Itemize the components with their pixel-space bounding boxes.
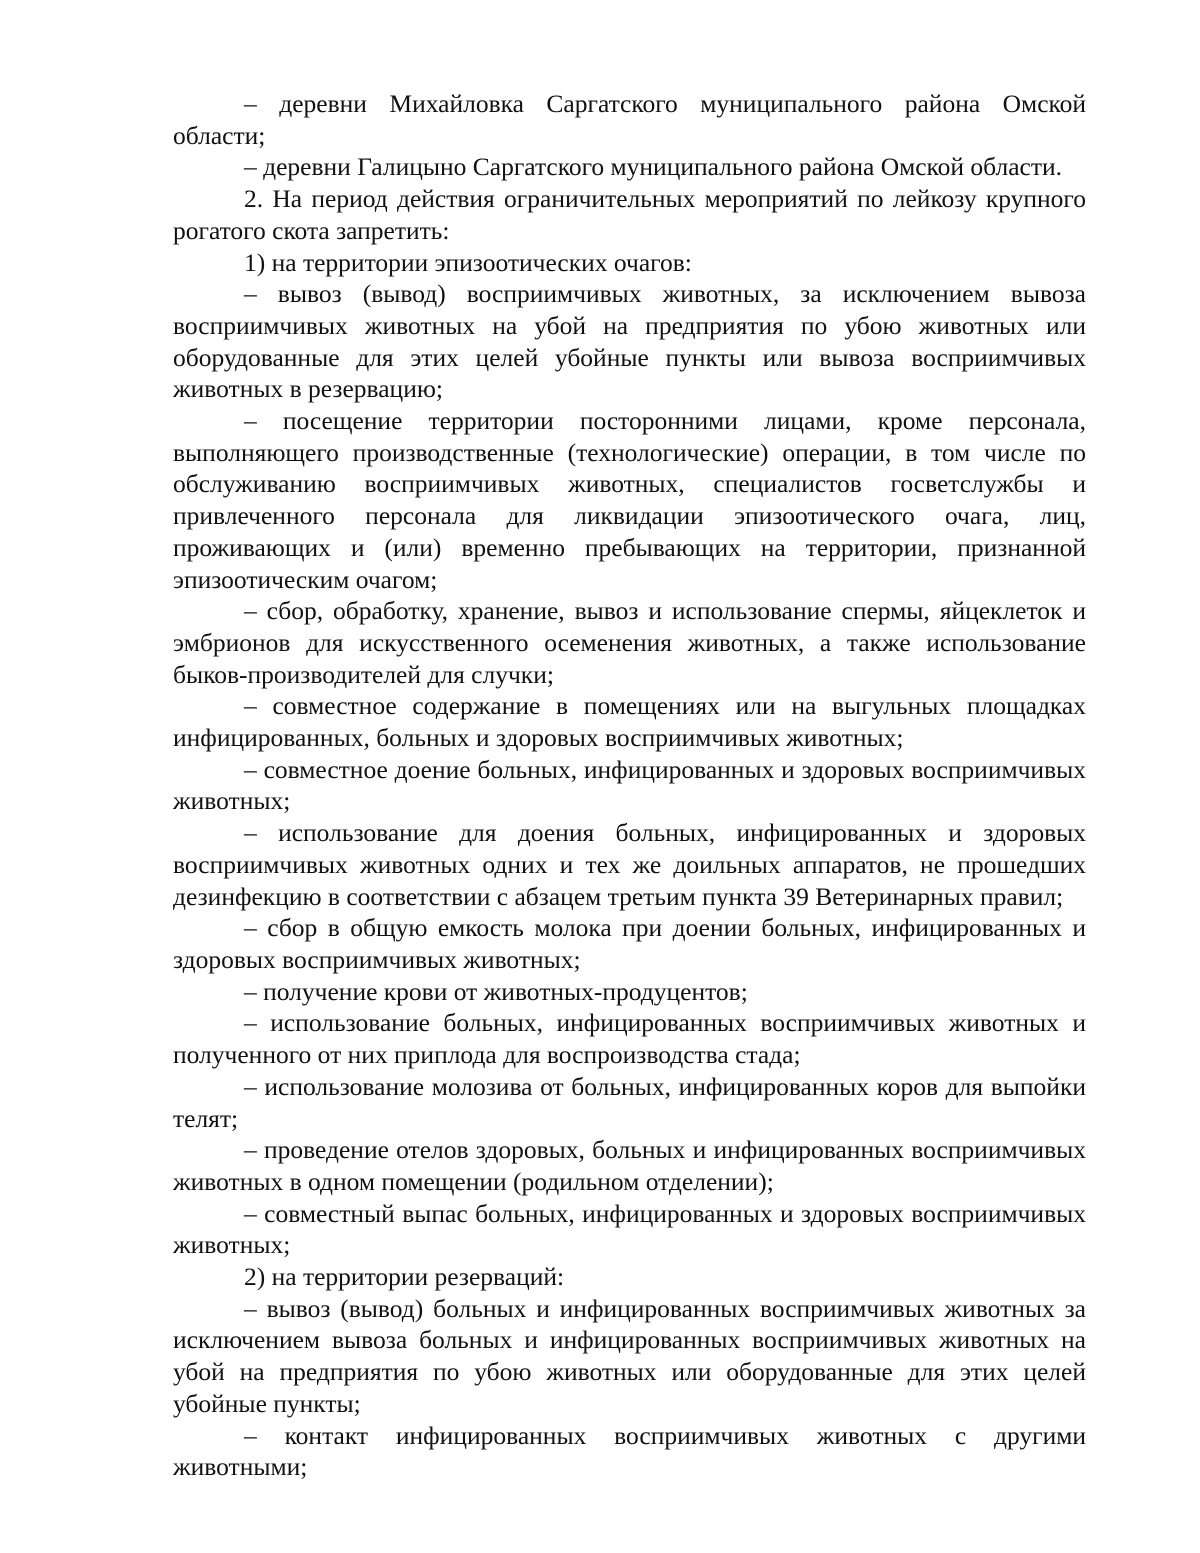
paragraph-sperm-collection: – сбор, обработку, хранение, вывоз и использование спермы, яйцеклеток и эмбрионов для искусственного осеменения животных, а также использование быков-производителей для случки; xyxy=(173,596,1086,689)
paragraph-colostrum: – использование молозива от больных, инфицированных коров для выпойки телят; xyxy=(173,1071,1086,1133)
paragraph-milk-collection: – сбор в общую емкость молока при доении больных, инфицированных и здоровых восприимчивых животных; xyxy=(173,913,1086,974)
paragraph-contact: – контакт инфицированных восприимчивых животных с другими животными; xyxy=(173,1420,1086,1482)
paragraph-joint-grazing: – совместный выпас больных, инфицированных и здоровых восприимчивых животных; xyxy=(173,1198,1086,1260)
paragraph-subitem-2: 2) на территории резерваций: xyxy=(244,1262,565,1292)
paragraph-galitsyno: – деревни Галицыно Саргатского муниципального района Омской области. xyxy=(244,152,1063,182)
paragraph-joint-milking: – совместное доение больных, инфицированных и здоровых восприимчивых животных; xyxy=(173,754,1086,816)
paragraph-reproduction: – использование больных, инфицированных восприимчивых животных и полученного от них приплода для воспроизводства стада; xyxy=(173,1008,1086,1070)
paragraph-joint-keeping: – совместное содержание в помещениях или на выгульных площадках инфицированных, больных и здоровых восприимчивых животных; xyxy=(173,691,1086,753)
paragraph-visiting-territory: – посещение территории посторонними лицами, кроме персонала, выполняющего производственные (технологические) операции, в том числе по обслуживанию восприимчивых животных, специалистов госветслужбы и привлеченного персонала для ликвидации эпизоотического очага, лиц, проживающих и (или) временно пребывающих на территории, признанной эпизоотическим очагом; xyxy=(173,406,1086,594)
document-page xyxy=(173,88,1086,1483)
paragraph-subitem-1: 1) на территории эпизоотических очагов: xyxy=(244,247,692,277)
paragraph-blood-collection: – получение крови от животных-продуцентов; xyxy=(244,976,748,1006)
paragraph-milking-apparatus: – использование для доения больных, инфицированных и здоровых восприимчивых животных одних и тех же доильных аппаратов, не прошедших дезинфекцию в соответствии с абзацем третьим пункта 39 Ветеринарных правил; xyxy=(173,818,1086,911)
paragraph-calving: – проведение отелов здоровых, больных и инфицированных восприимчивых животных в одном помещении (родильном отделении); xyxy=(173,1135,1086,1196)
paragraph-export-animals: – вывоз (вывод) восприимчивых животных, за исключением вывоза восприимчивых животных на убой на предприятия по убою животных или оборудованные для этих целей убойные пункты или вывоза восприимчивых животных в резервацию; xyxy=(173,279,1086,404)
paragraph-item-2: 2. На период действия ограничительных мероприятий по лейкозу крупного рогатого скота запретить: xyxy=(173,184,1086,245)
paragraph-reservation-export: – вывоз (вывод) больных и инфицированных восприимчивых животных за исключением вывоза больных и инфицированных восприимчивых животных на убой на предприятия по убою животных или оборудованные для этих целей убойные пункты; xyxy=(173,1293,1086,1418)
paragraph-mikhailovka: – деревни Михайловка Саргатского муниципального района Омской области; xyxy=(173,89,1086,150)
